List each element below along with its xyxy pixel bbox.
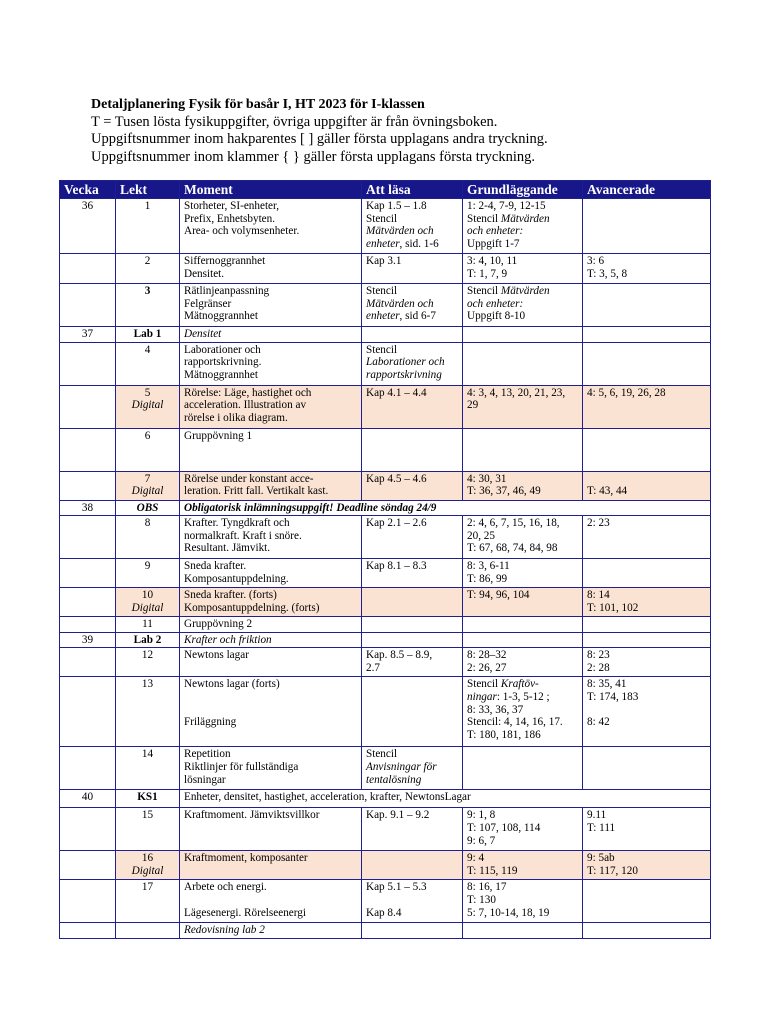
cell-att-lasa: Kap 2.1 – 2.6 <box>362 516 463 559</box>
test-topics: Enheter, densitet, hastighet, acceleration, krafter, NewtonsLagar <box>180 790 711 808</box>
cell-grundlaggande <box>463 327 583 343</box>
cell-moment: Gruppövning 1 <box>180 428 362 471</box>
cell-att-lasa: Kap 4.1 – 4.4 <box>362 385 463 428</box>
cell-grundlaggande <box>463 923 583 939</box>
cell-att-lasa: Kap. 8.5 – 8.9, 2.7 <box>362 648 463 677</box>
cell-att-lasa: Kap 1.5 – 1.8 Stencil Mätvärden och enheter, sid. 1-6 <box>362 199 463 254</box>
cell-avancerade <box>583 559 711 588</box>
cell-lekt: 16 Digital <box>116 851 180 880</box>
table-row <box>60 880 711 923</box>
cell-lekt: 2 <box>116 254 180 284</box>
table-row <box>60 327 711 343</box>
cell-lekt: 15 <box>116 808 180 851</box>
cell-vecka <box>60 516 116 559</box>
cell-grundlaggande: 8: 3, 6-11 T: 86, 99 <box>463 559 583 588</box>
cell-moment: Redovisning lab 2 <box>180 923 362 939</box>
table-row <box>60 199 711 254</box>
cell-grundlaggande: Stencil Kraftöv- ningar: 1-3, 5-12 ; 8: 33, 36, 37 Stencil: 4, 14, 16, 17. T: 180, 181, 186 <box>463 677 583 747</box>
cell-grundlaggande: 8: 28–32 2: 26, 27 <box>463 648 583 677</box>
table-row <box>60 385 711 428</box>
cell-grundlaggande: 9: 1, 8 T: 107, 108, 114 9: 6, 7 <box>463 808 583 851</box>
table-row <box>60 923 711 939</box>
cell-moment: Laborationer och rapportskrivning. Mätnoggrannhet <box>180 342 362 385</box>
cell-moment: Repetition Riktlinjer för fullständiga lösningar <box>180 747 362 790</box>
table-row <box>60 428 711 471</box>
table-row <box>60 677 711 747</box>
intro-line: Uppgiftsnummer inom klammer { } gäller första upplagans första tryckning. <box>91 148 535 165</box>
cell-avancerade: 2: 23 <box>583 516 711 559</box>
cell-grundlaggande: 1: 2-4, 7-9, 12-15 Stencil Mätvärden och enheter: Uppgift 1-7 <box>463 199 583 254</box>
cell-grundlaggande <box>463 632 583 648</box>
table-row <box>60 254 711 284</box>
cell-grundlaggande: 4: 30, 31 T: 36, 37, 46, 49 <box>463 471 583 500</box>
cell-avancerade: T: 43, 44 <box>583 471 711 500</box>
header-row <box>60 181 711 199</box>
header-grundlaggande: Grundläggande <box>463 181 583 199</box>
cell-vecka <box>60 284 116 327</box>
cell-grundlaggande: Stencil Mätvärden och enheter: Uppgift 8-10 <box>463 284 583 327</box>
cell-moment: Sneda krafter. Komposantuppdelning. <box>180 559 362 588</box>
cell-avancerade <box>583 199 711 254</box>
cell-att-lasa <box>362 327 463 343</box>
cell-moment: Densitet <box>180 327 362 343</box>
cell-moment: Rörelse: Läge, hastighet och acceleration. Illustration av rörelse i olika diagram. <box>180 385 362 428</box>
cell-avancerade <box>583 342 711 385</box>
intro-line: T = Tusen lösta fysikuppgifter, övriga uppgifter är från övningsboken. <box>91 113 498 130</box>
cell-moment: Rätlinjeanpassning Felgränser Mätnoggrannhet <box>180 284 362 327</box>
table-row <box>60 516 711 559</box>
cell-lekt: 1 <box>116 199 180 254</box>
cell-avancerade: 8: 35, 41 T: 174, 183 8: 42 <box>583 677 711 747</box>
cell-vecka: 40 <box>60 790 116 808</box>
cell-lekt: 8 <box>116 516 180 559</box>
cell-moment: Krafter och friktion <box>180 632 362 648</box>
cell-avancerade <box>583 632 711 648</box>
cell-vecka <box>60 851 116 880</box>
cell-att-lasa <box>362 428 463 471</box>
cell-att-lasa: Stencil Mätvärden och enheter, sid 6-7 <box>362 284 463 327</box>
cell-avancerade: 8: 14 T: 101, 102 <box>583 588 711 617</box>
cell-vecka: 38 <box>60 500 116 516</box>
cell-grundlaggande <box>463 342 583 385</box>
header-avancerade: Avancerade <box>583 181 711 199</box>
cell-moment: Kraftmoment, komposanter <box>180 851 362 880</box>
schedule-table <box>59 180 711 939</box>
cell-moment: Siffernoggrannhet Densitet. <box>180 254 362 284</box>
cell-vecka: 37 <box>60 327 116 343</box>
cell-lekt: 14 <box>116 747 180 790</box>
cell-att-lasa: Kap. 9.1 – 9.2 <box>362 808 463 851</box>
cell-lekt <box>116 923 180 939</box>
cell-lekt: 6 <box>116 428 180 471</box>
cell-vecka <box>60 342 116 385</box>
cell-grundlaggande: 4: 3, 4, 13, 20, 21, 23, 29 <box>463 385 583 428</box>
cell-lekt: OBS <box>116 500 180 516</box>
cell-avancerade: 4: 5, 6, 19, 26, 28 <box>583 385 711 428</box>
cell-grundlaggande: 2: 4, 6, 7, 15, 16, 18, 20, 25 T: 67, 68, 74, 84, 98 <box>463 516 583 559</box>
cell-vecka <box>60 648 116 677</box>
table-row <box>60 471 711 500</box>
cell-moment: Sneda krafter. (forts) Komposantuppdelning. (forts) <box>180 588 362 617</box>
cell-avancerade <box>583 327 711 343</box>
cell-att-lasa <box>362 617 463 633</box>
cell-avancerade <box>583 923 711 939</box>
cell-att-lasa: Kap 5.1 – 5.3 Kap 8.4 <box>362 880 463 923</box>
table-row <box>60 342 711 385</box>
header-moment: Moment <box>180 181 362 199</box>
cell-vecka <box>60 923 116 939</box>
cell-att-lasa <box>362 923 463 939</box>
deadline-notice: Obligatorisk inlämningsuppgift! Deadline söndag 24/9 <box>180 500 711 516</box>
cell-vecka <box>60 588 116 617</box>
cell-lekt: 3 <box>116 284 180 327</box>
document-title: Detaljplanering Fysik för basår I, HT 2023 för I-klassen <box>91 97 425 112</box>
cell-vecka <box>60 617 116 633</box>
cell-grundlaggande <box>463 617 583 633</box>
table-row <box>60 617 711 633</box>
cell-vecka <box>60 747 116 790</box>
cell-lekt: 13 <box>116 677 180 747</box>
table-row <box>60 851 711 880</box>
cell-vecka <box>60 677 116 747</box>
header-att-lasa: Att läsa <box>362 181 463 199</box>
cell-avancerade: 8: 23 2: 28 <box>583 648 711 677</box>
cell-moment: Storheter, SI-enheter, Prefix, Enhetsbyten. Area- och volymsenheter. <box>180 199 362 254</box>
cell-avancerade <box>583 880 711 923</box>
header-lekt: Lekt <box>116 181 180 199</box>
table-row <box>60 500 711 516</box>
cell-vecka <box>60 428 116 471</box>
table-row <box>60 284 711 327</box>
cell-avancerade <box>583 617 711 633</box>
cell-grundlaggande: T: 94, 96, 104 <box>463 588 583 617</box>
cell-att-lasa <box>362 677 463 747</box>
cell-grundlaggande: 9: 4 T: 115, 119 <box>463 851 583 880</box>
cell-grundlaggande <box>463 747 583 790</box>
cell-moment: Rörelse under konstant acce- leration. Fritt fall. Vertikalt kast. <box>180 471 362 500</box>
table-row <box>60 808 711 851</box>
cell-moment: Arbete och energi. Lägesenergi. Rörelseenergi <box>180 880 362 923</box>
cell-avancerade <box>583 284 711 327</box>
cell-avancerade <box>583 747 711 790</box>
cell-lekt: 4 <box>116 342 180 385</box>
cell-lekt: 9 <box>116 559 180 588</box>
cell-vecka: 36 <box>60 199 116 254</box>
cell-vecka <box>60 385 116 428</box>
cell-vecka <box>60 471 116 500</box>
cell-lekt: 12 <box>116 648 180 677</box>
cell-lekt: KS1 <box>116 790 180 808</box>
cell-moment: Gruppövning 2 <box>180 617 362 633</box>
intro-line: Uppgiftsnummer inom hakparentes [ ] gäller första upplagans andra tryckning. <box>91 131 548 147</box>
cell-lekt: 10 Digital <box>116 588 180 617</box>
cell-moment: Newtons lagar <box>180 648 362 677</box>
cell-lekt: 11 <box>116 617 180 633</box>
cell-att-lasa <box>362 632 463 648</box>
table-row <box>60 632 711 648</box>
cell-lekt: 17 <box>116 880 180 923</box>
cell-grundlaggande: 3: 4, 10, 11 T: 1, 7, 9 <box>463 254 583 284</box>
intro <box>91 96 731 166</box>
cell-lekt: Lab 2 <box>116 632 180 648</box>
cell-grundlaggande <box>463 428 583 471</box>
cell-att-lasa: Stencil Anvisningar för tentalösning <box>362 747 463 790</box>
cell-att-lasa: Kap 4.5 – 4.6 <box>362 471 463 500</box>
cell-lekt: 7 Digital <box>116 471 180 500</box>
header-vecka: Vecka <box>60 181 116 199</box>
table-row <box>60 790 711 808</box>
cell-lekt: Lab 1 <box>116 327 180 343</box>
cell-lekt: 5 Digital <box>116 385 180 428</box>
cell-att-lasa <box>362 588 463 617</box>
table-row <box>60 559 711 588</box>
cell-avancerade: 9.11 T: 111 <box>583 808 711 851</box>
cell-avancerade <box>583 428 711 471</box>
cell-vecka <box>60 880 116 923</box>
cell-moment: Krafter. Tyngdkraft och normalkraft. Kraft i snöre. Resultant. Jämvikt. <box>180 516 362 559</box>
cell-att-lasa: Kap 8.1 – 8.3 <box>362 559 463 588</box>
cell-avancerade: 3: 6 T: 3, 5, 8 <box>583 254 711 284</box>
cell-moment: Kraftmoment. Jämviktsvillkor <box>180 808 362 851</box>
cell-moment: Newtons lagar (forts) Friläggning <box>180 677 362 747</box>
cell-vecka <box>60 808 116 851</box>
cell-att-lasa: Kap 3.1 <box>362 254 463 284</box>
cell-avancerade: 9: 5ab T: 117, 120 <box>583 851 711 880</box>
cell-vecka <box>60 559 116 588</box>
cell-att-lasa <box>362 851 463 880</box>
cell-grundlaggande: 8: 16, 17 T: 130 5: 7, 10-14, 18, 19 <box>463 880 583 923</box>
cell-vecka: 39 <box>60 632 116 648</box>
table-row <box>60 747 711 790</box>
table-row <box>60 648 711 677</box>
cell-vecka <box>60 254 116 284</box>
cell-att-lasa: Stencil Laborationer och rapportskrivning <box>362 342 463 385</box>
table-row <box>60 588 711 617</box>
